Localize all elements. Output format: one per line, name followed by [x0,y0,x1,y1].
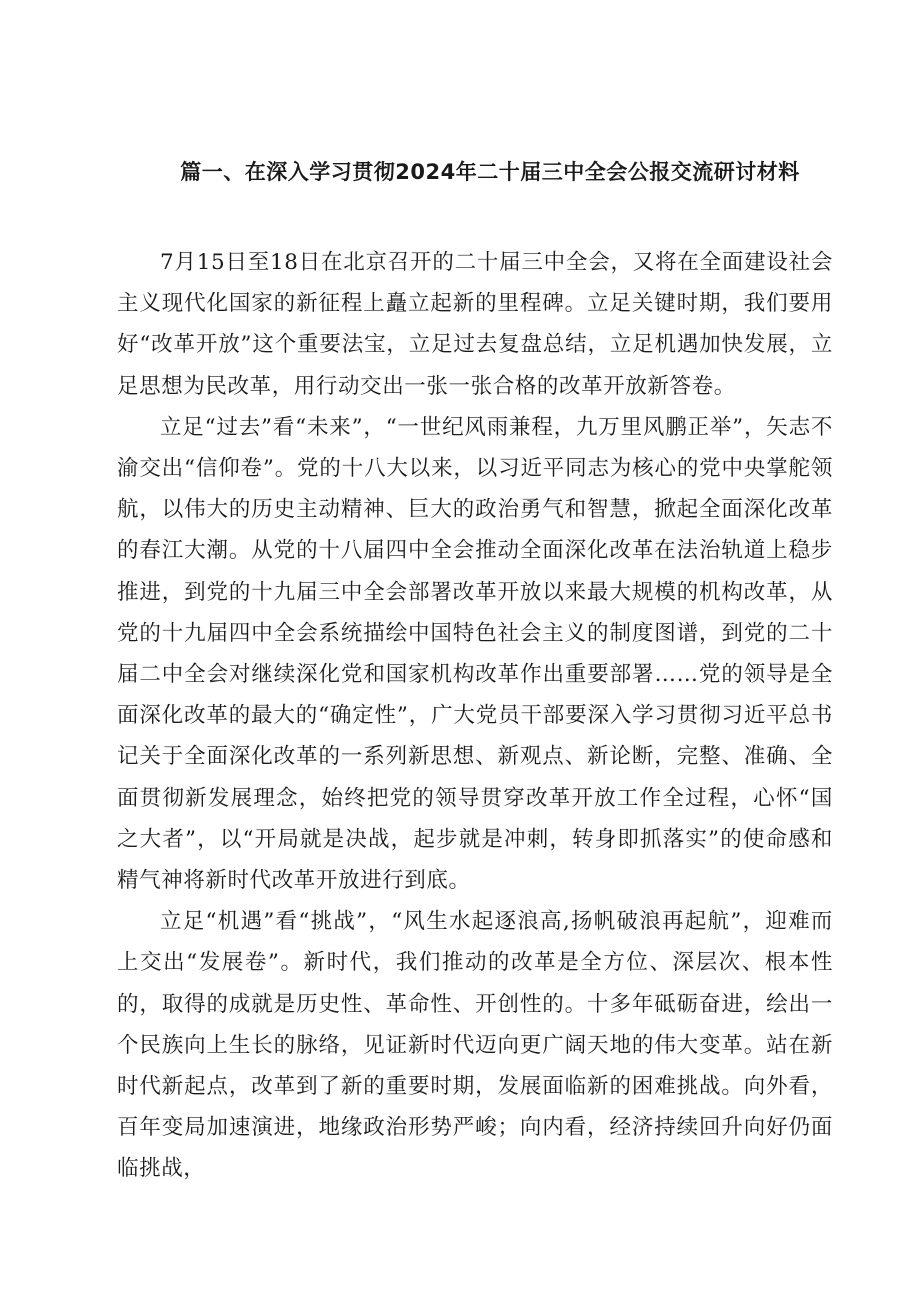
paragraph-2: 立足“过去”看“未来”，“一世纪风雨兼程，九万里风鹏正举”，矢志不渝交出“信仰卷”。党的十八大以来，以习近平同志为核心的党中央掌舵领航，以伟大的历史主动精神、巨大的政治勇气和智慧，掀起全面深化改革的春江大潮。从党的十八届四中全会推动全面深化改革在法治轨道上稳步推进，到党的十九届三中全会部署改革开放以来最大规模的机构改革，从党的十九届四中全会系统描绘中国特色社会主义的制度图谱，到党的二十届二中全会对继续深化党和国家机构改革作出重要部署……党的领导是全面深化改革的最大的“确定性”，广大党员干部要深入学习贯彻习近平总书记关于全面深化改革的一系列新思想、新观点、新论断，完整、准确、全面贯彻新发展理念，始终把党的领导贯穿改革开放工作全过程，心怀“国之大者”，以“开局就是决战，起步就是冲刺，转身即抓落实”的使命感和精气神将新时代改革开放进行到底。 [117,414,833,894]
paragraph-1: 7月15日至18日在北京召开的二十届三中全会，又将在全面建设社会主义现代化国家的新征程上矗立起新的里程碑。立足关键时期，我们要用好“改革开放”这个重要法宝，立足过去复盘总结，立足机遇加快发展，立足思想为民改革，用行动交出一张一张合格的改革开放新答卷。 [117,250,833,399]
document-body [117,242,833,1190]
paragraph-3: 立足“机遇”看“挑战”，“风生水起逐浪高,扬帆破浪再起航”，迎难而上交出“发展卷”。新时代，我们推动的改革是全方位、深层次、根本性的，取得的成就是历史性、革命性、开创性的。十多年砥砺奋进，绘出一个民族向上生长的脉络，见证新时代迈向更广阔天地的伟大变革。站在新时代新起点，改革到了新的重要时期，发展面临新的困难挑战。向外看，百年变局加速演进，地缘政治形势严峻；向内看，经济持续回升向好仍面临挑战， [117,909,833,1182]
document-title: 篇一、在深入学习贯彻2024年二十届三中全会公报交流研讨材料 [180,160,800,184]
